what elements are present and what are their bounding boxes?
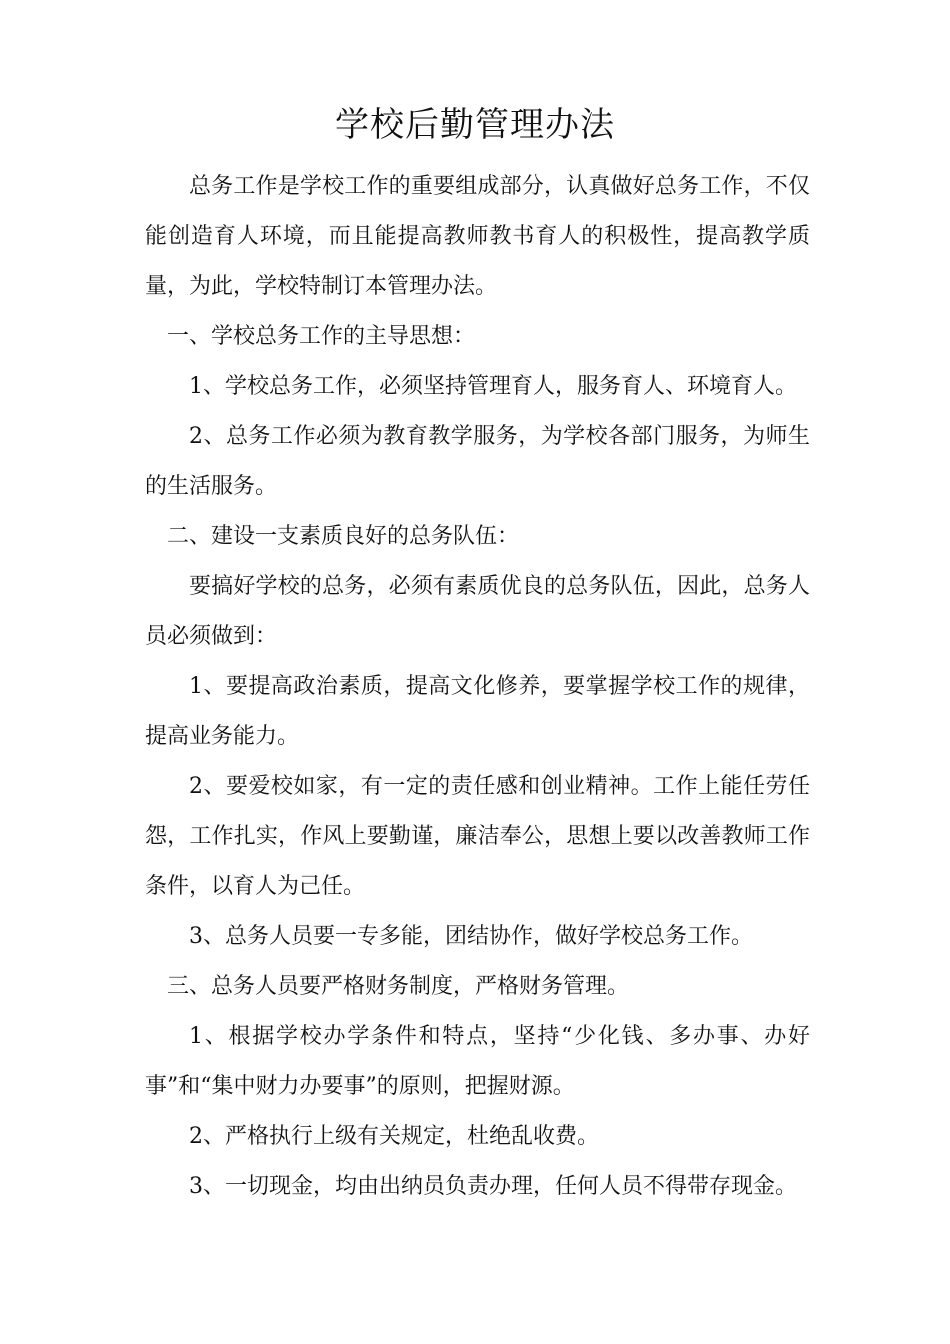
document-title: 学校后勤管理办法 bbox=[335, 105, 615, 145]
section-heading-2: 二、建设一支素质良好的总务队伍： bbox=[167, 524, 520, 549]
document-body bbox=[145, 162, 810, 1212]
section-3-item-2: 2、严格执行上级有关规定，杜绝乱收费。 bbox=[189, 1124, 599, 1149]
section-2-item-3: 3、总务人员要一专多能，团结协作，做好学校总务工作。 bbox=[189, 924, 753, 949]
section-1-item-1: 1、学校总务工作，必须坚持管理育人，服务育人、环境育人。 bbox=[189, 374, 797, 399]
section-3-item-1: 1、根据学校办学条件和特点，坚持“少化钱、多办事、办好事”和“集中财力办要事”的原则，把握财源。 bbox=[145, 1024, 810, 1099]
section-3-item-3: 3、一切现金，均由出纳员负责办理，任何人员不得带存现金。 bbox=[189, 1174, 797, 1199]
section-1-item-2: 2、总务工作必须为教育教学服务，为学校各部门服务，为师生的生活服务。 bbox=[145, 424, 810, 499]
section-2-item-1: 1、要提高政治素质，提高文化修养，要掌握学校工作的规律，提高业务能力。 bbox=[145, 674, 810, 749]
section-2-item-2: 2、要爱校如家，有一定的责任感和创业精神。工作上能任劳任怨，工作扎实，作风上要勤谨，廉洁奉公，思想上要以改善教师工作条件，以育人为己任。 bbox=[145, 774, 810, 899]
intro-paragraph: 总务工作是学校工作的重要组成部分，认真做好总务工作，不仅能创造育人环境，而且能提高教师教书育人的积极性，提高教学质量，为此，学校特制订本管理办法。 bbox=[145, 174, 810, 299]
section-heading-1: 一、学校总务工作的主导思想： bbox=[167, 324, 476, 349]
section-2-intro: 要搞好学校的总务，必须有素质优良的总务队伍，因此，总务人员必须做到： bbox=[145, 574, 810, 649]
section-heading-3: 三、总务人员要严格财务制度，严格财务管理。 bbox=[167, 974, 630, 999]
